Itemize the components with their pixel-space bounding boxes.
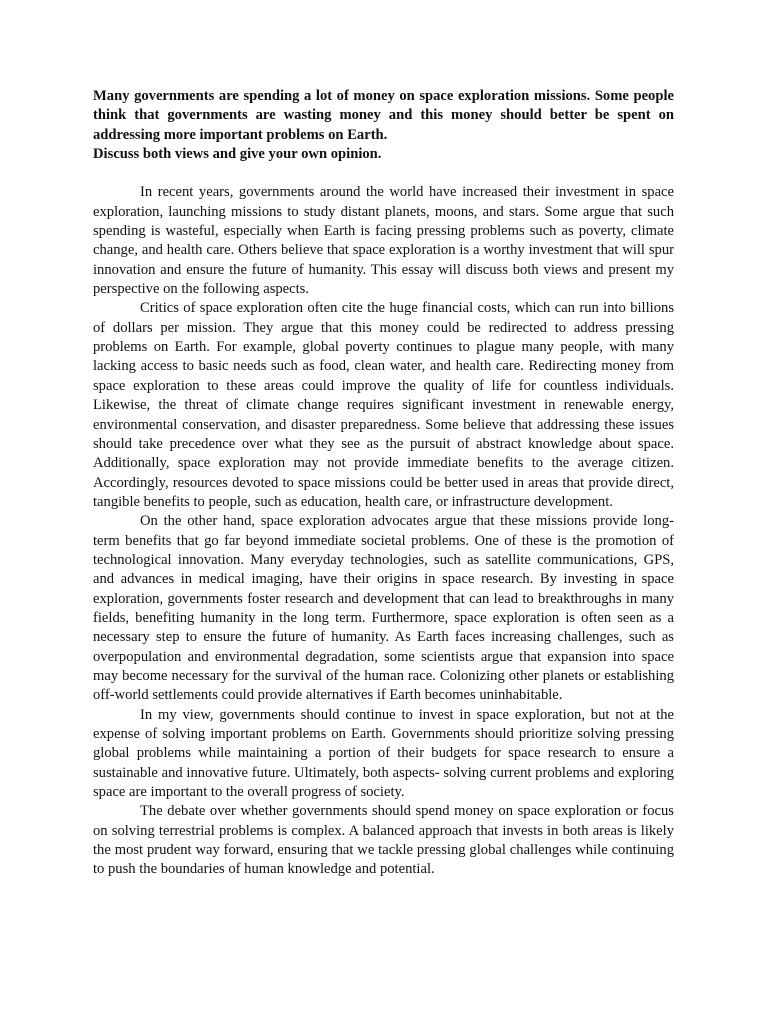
paragraph-critics-view: Critics of space exploration often cite the huge financial costs, which can run into billions of dollars per mission. They argue that this money could be redirected to address pressing problems on Earth. For example, global poverty continues to plague many people, with many lacking access to basic needs such as food, clean water, and health care. Redirecting money from space exploration to these areas could improve the quality of life for countless individuals. Likewise, the threat of climate change requires significant investment in renewable energy, environmental conservation, and disaster preparedness. Some believe that addressing these issues should take precedence over what they see as the pursuit of abstract knowledge about space. Additionally, space exploration may not provide immediate benefits to the average citizen. Accordingly, resources devoted to space missions could be better used in areas that provide direct, tangible benefits to people, such as education, health care, or infrastructure development. [93,300,674,510]
paragraph-introduction: In recent years, governments around the world have increased their investment in space exploration, launching missions to study distant planets, moons, and stars. Some argue that such spending is wasteful, especially when Earth is facing pressing problems such as poverty, climate change, and health care. Others believe that space exploration is a worthy investment that will spur innovation and ensure the future of humanity. This essay will discuss both views and present my perspective on the following aspects. [93,184,674,298]
paragraph-advocates-view: On the other hand, space exploration advocates argue that these missions provide long-term benefits that go far beyond immediate societal problems. One of these is the promotion of technological innovation. Many everyday technologies, such as satellite communications, GPS, and advances in medical imaging, have their origins in space research. By investing in space exploration, governments foster research and development that can lead to breakthroughs in many fields, benefiting humanity in the long term. Furthermore, space exploration is often seen as a necessary step to ensure the future of humanity. As Earth faces increasing challenges, such as overpopulation and environmental degradation, some scientists argue that expansion into space may become necessary for the survival of the human race. Colonizing other planets or establishing off-world settlements could provide alternatives if Earth becomes uninhabitable. [93,513,674,704]
essay-prompt: Many governments are spending a lot of money on space exploration missions. Some people think that governments are wasting money and this money should better be spent on addressing more important problems on Earth. [93,88,674,143]
essay-body [93,183,674,879]
document-page [93,87,674,880]
paragraph-conclusion: The debate over whether governments should spend money on space exploration or focus on solving terrestrial problems is complex. A balanced approach that invests in both areas is likely the most prudent way forward, ensuring that we tackle pressing global challenges while continuing to push the boundaries of human knowledge and potential. [93,803,674,878]
essay-instruction: Discuss both views and give your own opinion. [93,146,382,163]
paragraph-opinion: In my view, governments should continue to invest in space exploration, but not at the expense of solving important problems on Earth. Governments should prioritize solving pressing global problems while maintaining a portion of their budgets for space research to ensure a sustainable and innovative future. Ultimately, both aspects- solving current problems and exploring space are important to the overall progress of society. [93,706,674,801]
